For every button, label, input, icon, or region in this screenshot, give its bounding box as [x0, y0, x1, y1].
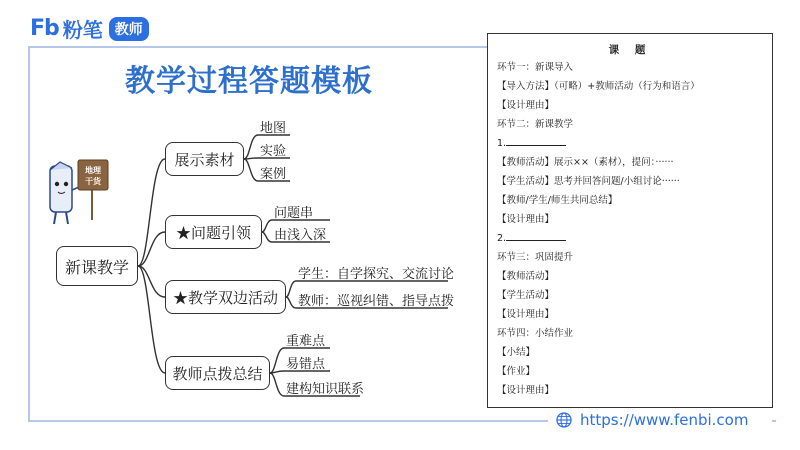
panel-line: 【教师活动】展示××（素材），提问：······: [497, 157, 674, 168]
frame-bottom-end: [772, 420, 776, 422]
mascot-sign-line-2: 干货: [85, 177, 101, 186]
branch-label: 教师点拨总结: [172, 364, 263, 383]
leaf-knowledge-link: 建构知识联系: [286, 382, 365, 397]
panel-line: 【设计理由】: [497, 214, 555, 225]
panel-line-numbered: [497, 229, 766, 248]
footer-url[interactable]: [556, 411, 748, 429]
lesson-template-panel: [487, 33, 773, 408]
leaf-question-chain: 问题串: [274, 206, 314, 221]
panel-line: 【导入方法】（可略）+教师活动（行为和语言）: [497, 81, 700, 92]
item-number: 1.: [497, 138, 507, 149]
url-text[interactable]: https://www.fenbi.com: [580, 411, 749, 429]
panel-line: 环节三：巩固提升: [497, 252, 574, 263]
branch-node-question-lead: [165, 215, 262, 249]
panel-line: 【作业】: [497, 366, 536, 377]
branch-label: 展示素材: [174, 150, 235, 169]
leaf-teacher-activity: 教师：巡视纠错、指导点拨: [298, 294, 455, 309]
panel-line: 环节二：新课教学: [497, 119, 574, 130]
branch-node-two-way-activity: [165, 280, 286, 314]
panel-line: 【教师活动】: [497, 271, 555, 282]
panel-line: 【设计理由】: [497, 309, 555, 320]
panel-line: 环节一：新课导入: [497, 62, 574, 73]
panel-line: 【小结】: [497, 347, 536, 358]
logo-badge: 教师: [109, 17, 149, 41]
leaf-student-activity: 学生：自学探究、交流讨论: [298, 267, 455, 282]
branch-label: ★问题引领: [175, 223, 251, 242]
page-title: 教学过程答题模板: [125, 64, 373, 99]
leaf-map: 地图: [260, 121, 287, 136]
item-number: 2.: [497, 233, 507, 244]
root-label: 新课教学: [64, 257, 129, 277]
logo-mark: Fb: [30, 16, 59, 41]
branch-node-materials: [165, 142, 244, 176]
fill-blank: [506, 135, 566, 146]
panel-line: 【学生活动】: [497, 290, 555, 301]
panel-line: 【设计理由】: [497, 100, 555, 111]
branch-node-teacher-summary: [165, 356, 270, 390]
branch-label: ★教学双边活动: [172, 288, 278, 307]
panel-line-numbered: [497, 134, 766, 153]
panel-line: 【教师/学生/师生共同总结】: [497, 195, 618, 206]
leaf-error-prone: 易错点: [286, 357, 326, 372]
fill-blank: [506, 230, 566, 241]
logo-name: 粉笔: [62, 18, 103, 42]
panel-line: 【学生活动】思考并回答问题/小组讨论······: [497, 176, 680, 187]
panel-title: 课 题: [608, 44, 652, 56]
globe-icon: [556, 412, 572, 428]
leaf-experiment: 实验: [260, 144, 287, 159]
panel-lines: [497, 58, 766, 400]
leaf-case: 案例: [260, 167, 287, 182]
mascot-sign-line-1: 地理: [85, 166, 101, 175]
panel-line: 【设计理由】: [497, 385, 555, 396]
mascot-illustration: [40, 150, 110, 230]
mindmap-root-node: [56, 246, 138, 286]
panel-line: 环节四：小结作业: [497, 328, 574, 339]
leaf-shallow-to-deep: 由浅入深: [274, 228, 327, 243]
leaf-key-difficult: 重难点: [286, 334, 326, 349]
